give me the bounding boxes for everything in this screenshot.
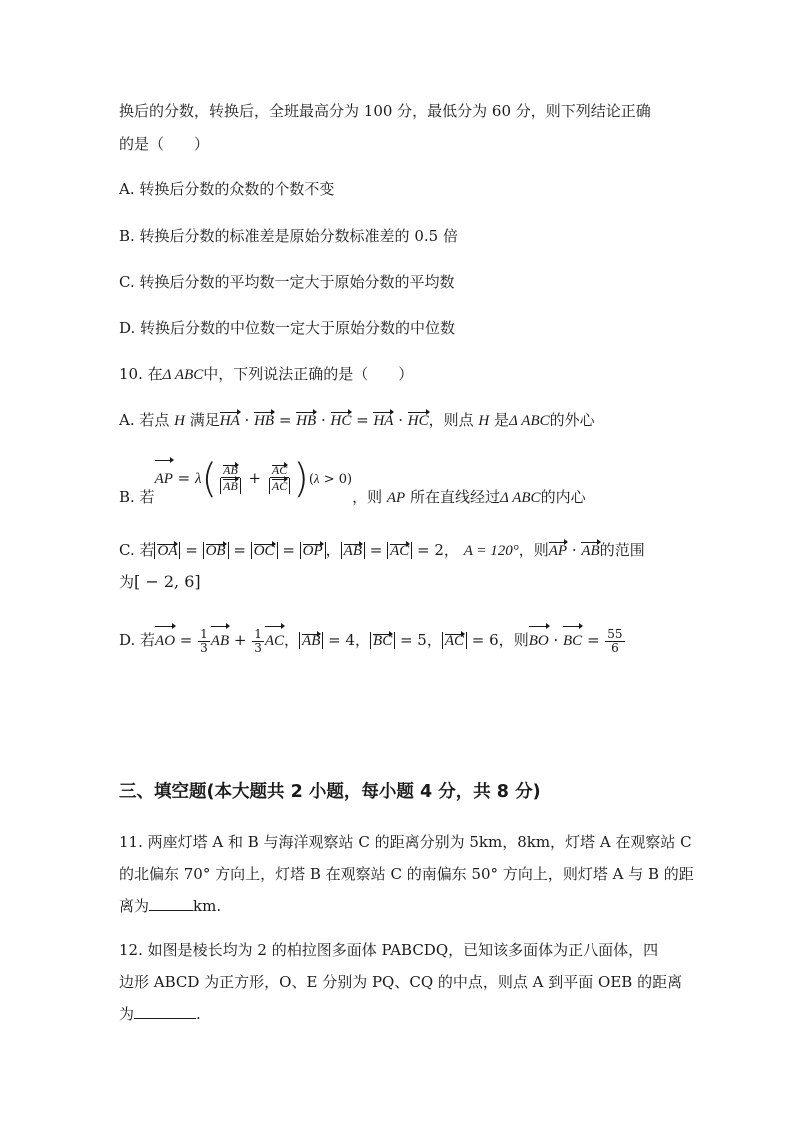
- q10-a-tri: Δ ABC: [509, 413, 550, 429]
- q10-stem-post: 中，下列说法正确的是（ ）: [203, 365, 414, 383]
- q10-a-post2: 是: [489, 411, 510, 429]
- q10-d-v2: = 5，: [395, 631, 442, 649]
- q12-line1: 12. 如图是棱长均为 2 的柏拉图多面体 PABCDQ，已知该多面体为正八面体，四: [119, 941, 659, 959]
- q10-c-line2: 为: [119, 573, 135, 591]
- q10-d-c1: ，: [284, 631, 300, 649]
- vec-ap: AP: [155, 459, 173, 499]
- q11-line3-pre: 离为: [119, 897, 150, 915]
- vec-ha-2: HA: [373, 413, 394, 429]
- q11-answer-blank[interactable]: [149, 910, 193, 911]
- q10-d-num: 55: [607, 626, 623, 641]
- q10-a-pre: A. 若点: [119, 411, 175, 429]
- q10-stem: [119, 364, 413, 385]
- q10-a-mid: 满足: [184, 411, 220, 429]
- q10-c-range: [ − 2, 6]: [134, 572, 201, 591]
- vec-ha: HA: [219, 413, 240, 429]
- vec-hb: HB: [254, 413, 275, 429]
- q10-c-post: ，则: [518, 541, 549, 559]
- q10-option-b: [119, 458, 586, 508]
- q10-a-h: H: [174, 413, 185, 429]
- q10-d-v3: = 6，: [467, 631, 514, 649]
- q10-option-c: C. 若 OA = OB = OC = OP ， AB = AC = 2， A = 120°，则AP · AB的范围: [119, 541, 645, 559]
- q10-option-c-line2: [119, 572, 201, 592]
- q9-option-d: D. 转换后分数的中位数一定大于原始分数的中位数: [119, 319, 456, 337]
- frac-ac: $\frac{AC}{AC}$: [267, 464, 292, 494]
- q10-c-angle: A = 120°: [463, 543, 519, 559]
- q10-d-v1: = 4，: [323, 631, 371, 649]
- q10-option-a: A. 若点 H 满足HA · HB = HB · HC = HA · HC，则点 H 是Δ ABC的外心: [119, 411, 595, 429]
- q10-d-den: 6: [611, 640, 619, 655]
- q10-b-ap: AP: [386, 490, 406, 506]
- q9-option-c: C. 转换后分数的平均数一定大于原始分数的平均数: [119, 273, 455, 291]
- q12-line3-pre: 为: [119, 1005, 135, 1023]
- q9-option-a: A. 转换后分数的众数的个数不变: [119, 180, 335, 198]
- q11-line1: 11. 两座灯塔 A 和 B 与海洋观察站 C 的距离分别为 5km，8km，灯塔 A 在观察站 C: [119, 833, 692, 851]
- q12-line3: [119, 1004, 201, 1024]
- vec-hb-2: HB: [296, 413, 317, 429]
- vec-hc-2: HC: [407, 413, 429, 429]
- q10-stem-pre: 10. 在: [119, 365, 163, 383]
- q11-line2: 的北偏东 70° 方向上，灯塔 B 在观察站 C 的南偏东 50° 方向上，则灯塔 A 与 B 的距: [119, 865, 694, 883]
- q10-a-h2: H: [478, 413, 490, 429]
- vec-hc: HC: [330, 413, 352, 429]
- q9-line1: 换后的分数，转换后，全班最高分为 100 分，最低分为 60 分，则下列结论正确: [119, 102, 651, 120]
- q10-c-comma: ，: [325, 541, 341, 559]
- q11-line3-post: km.: [193, 897, 222, 915]
- q10-c-pre: C. 若: [119, 541, 155, 559]
- q12-line3-post: .: [196, 1005, 201, 1023]
- q10-triangle: Δ ABC: [162, 367, 204, 383]
- q9-line2: 的是（ ）: [119, 135, 210, 153]
- q10-a-post3: 的外心: [549, 411, 595, 429]
- q10-b-tri: Δ ABC: [499, 490, 541, 506]
- q9-option-b: B. 转换后分数的标准差是原始分数标准差的 0.5 倍: [119, 227, 458, 245]
- q10-c-eq2: = 2，: [412, 541, 459, 559]
- q12-line2: 边形 ABCD 为正方形，O、E 分别为 PQ、CQ 的中点，则点 A 到平面 OEB 的距离: [119, 973, 683, 991]
- q10-c-post2: 的范围: [599, 541, 645, 559]
- frac-ab: $\frac{AB}{AB}$: [218, 464, 243, 494]
- q10-d-pre: D. 若: [119, 631, 156, 649]
- q10-option-d: D. 若AO = $\frac{1}{3}$ AB + $\frac{1}{3}$ AC， AB = 4， BC = 5， AC = 6，则BO · BC = $\frac{55}{6}$: [119, 624, 626, 656]
- q10-a-post: ，则点: [428, 411, 479, 429]
- q10-b-post3: 的内心: [540, 488, 586, 506]
- q10-b-post: ，则: [352, 488, 387, 506]
- q12-answer-blank[interactable]: [134, 1018, 196, 1019]
- section-heading: 三、填空题(本大题共 2 小题，每小题 4 分，共 8 分): [119, 782, 541, 802]
- q10-d-then: 则: [513, 631, 529, 649]
- q10-b-formula: AP = λ( $\frac{AB}{AB}$ + $\frac{AC}{AC}$ )(λ > 0): [154, 456, 353, 502]
- q10-b-pre: B. 若: [119, 488, 155, 506]
- q10-b-post2: 所在直线经过: [405, 488, 500, 506]
- q11-line3: [119, 896, 221, 916]
